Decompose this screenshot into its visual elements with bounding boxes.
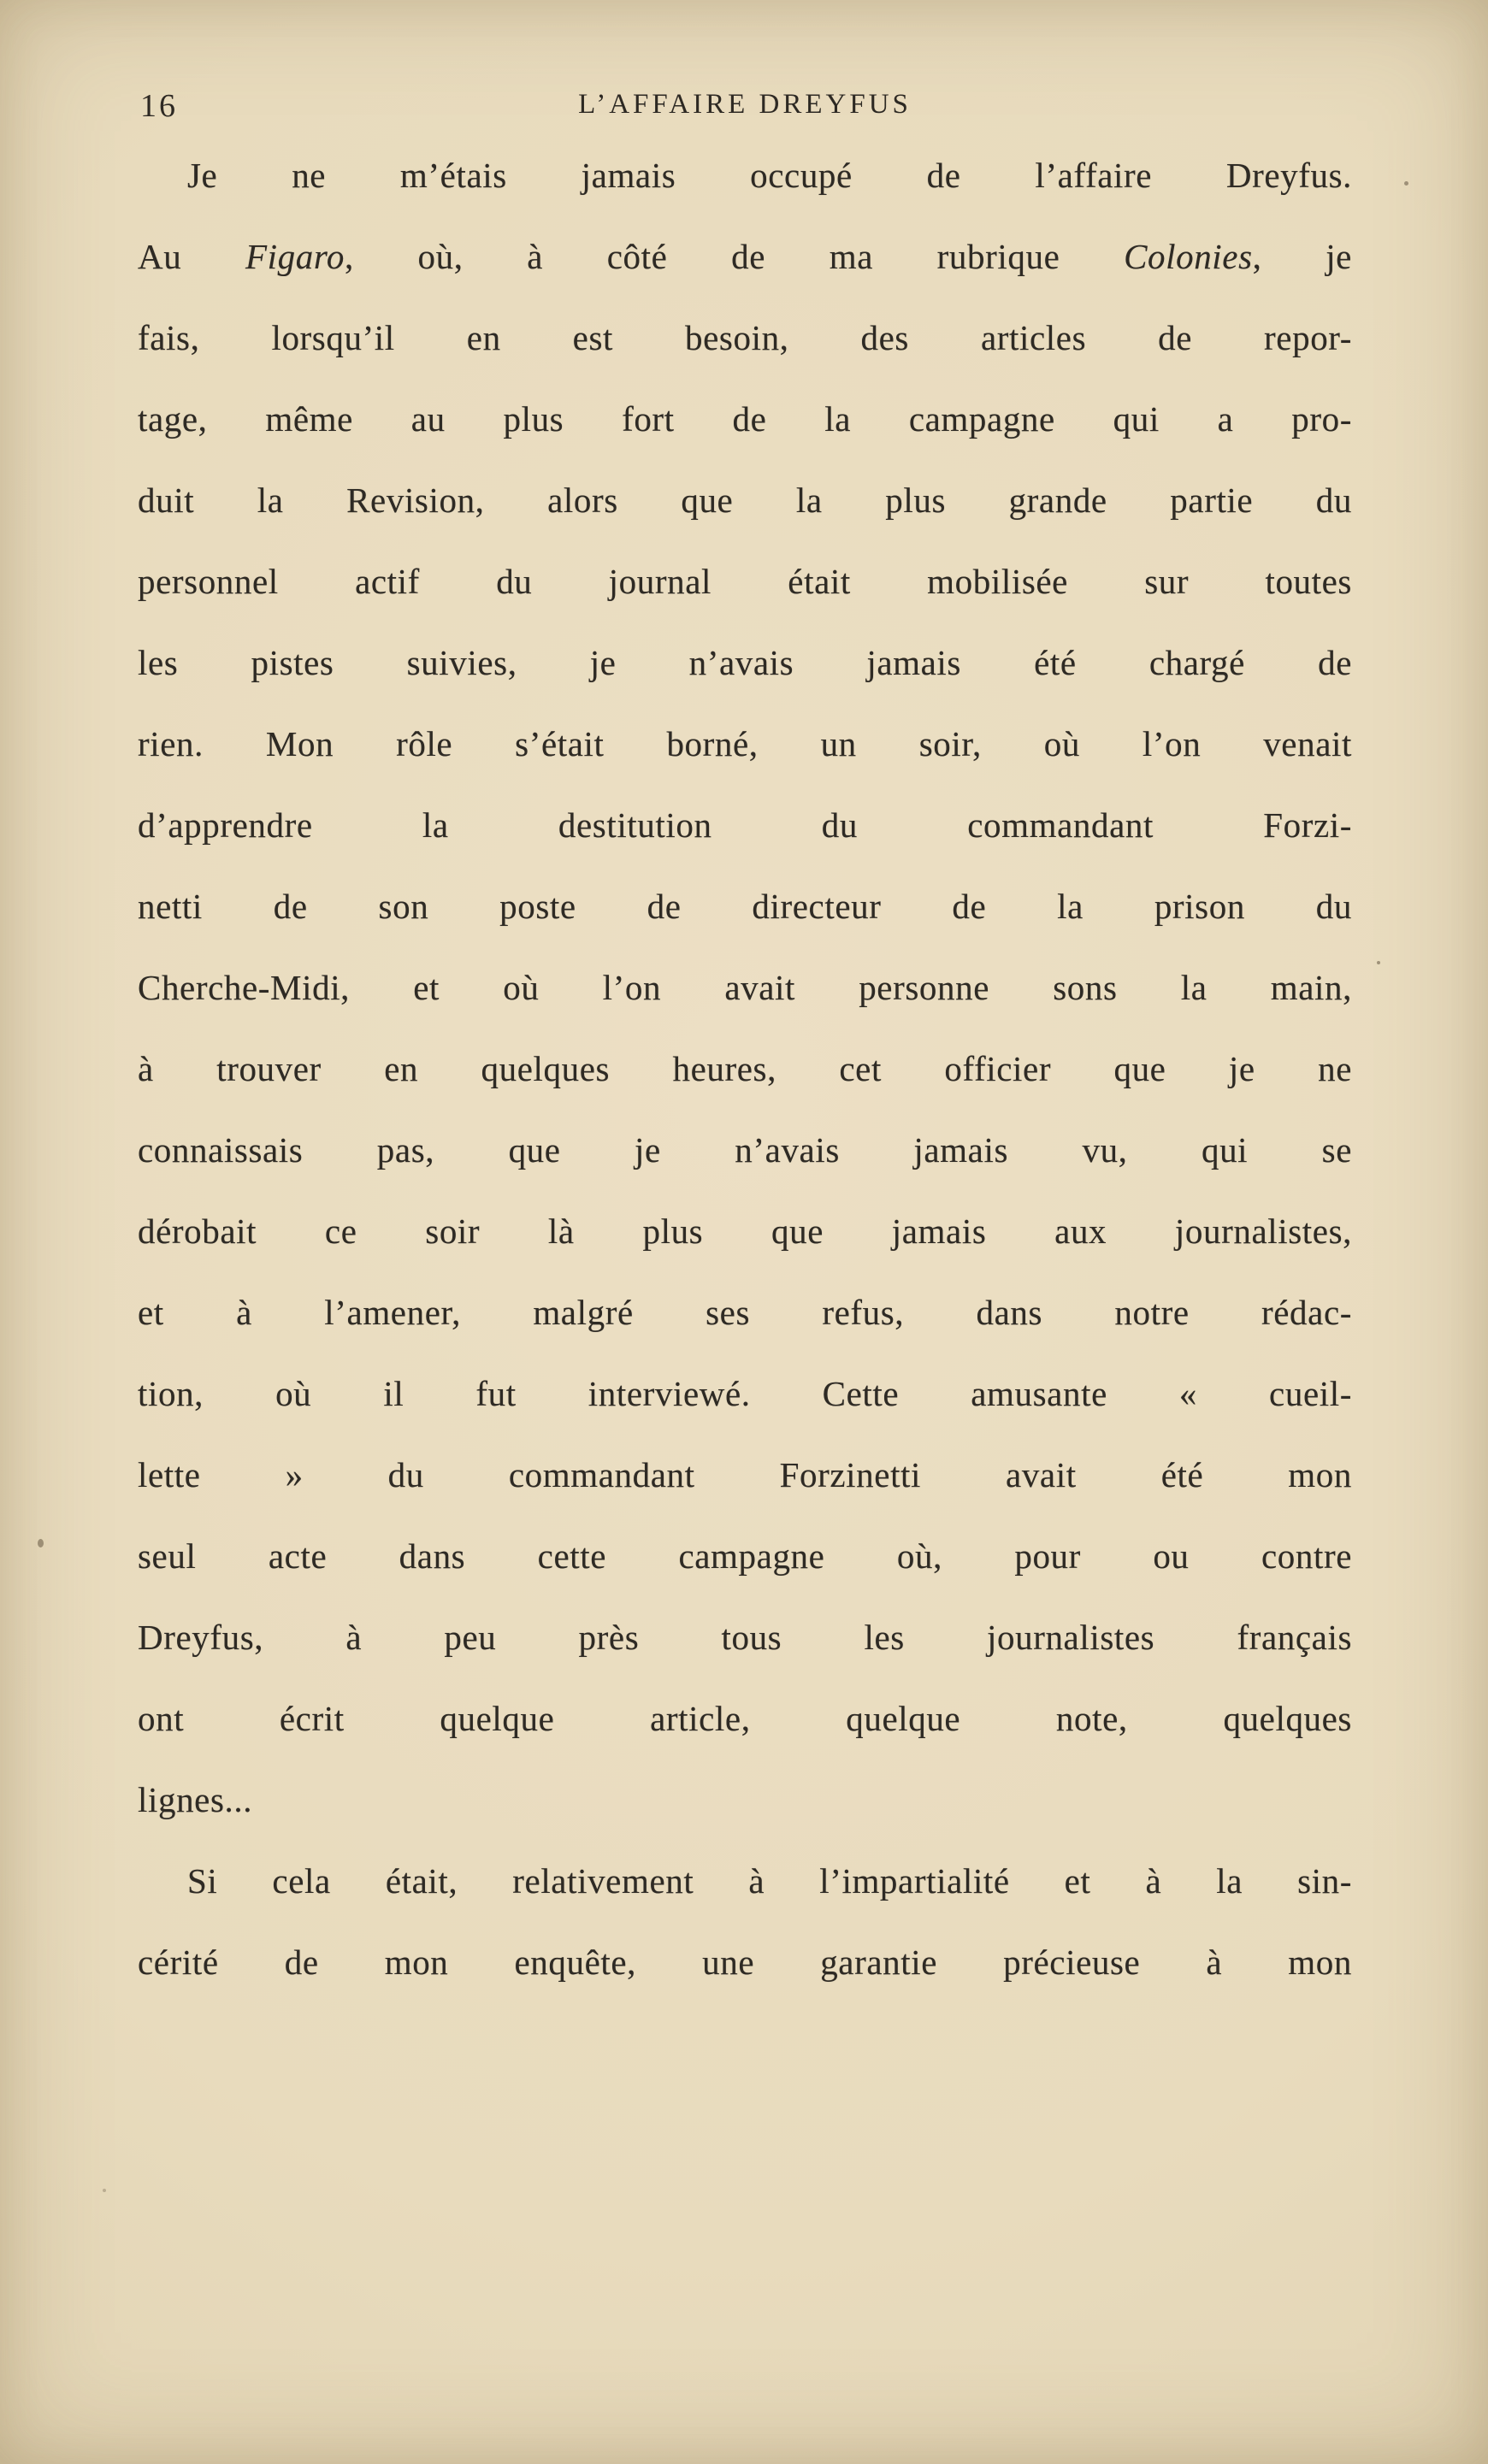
text-line [138, 379, 1352, 460]
text-segment: , où, à côté de ma rubrique [344, 237, 1125, 276]
text-segment: duit la Revision, alors que la plus grande partie du [138, 480, 1352, 520]
text-segment: tage, même au plus fort de la campagne qui a pro- [138, 399, 1352, 439]
running-title: L’AFFAIRE DREYFUS [578, 89, 912, 120]
scan-speck [1404, 181, 1408, 186]
text-line [138, 1110, 1352, 1191]
text-segment: connaissais pas, que je n’avais jamais vu, qui se [138, 1130, 1352, 1170]
text-line [138, 704, 1352, 785]
text-segment: lignes... [138, 1780, 253, 1819]
italic-text: Figaro [245, 237, 345, 276]
text-segment: seul acte dans cette campagne où, pour ou contre [138, 1536, 1352, 1576]
text-segment: Cherche-Midi, et où l’on avait personne sons la main, [138, 968, 1352, 1007]
text-line [138, 135, 1352, 216]
text-segment: Je ne m’étais jamais occupé de l’affaire Dreyfus. [187, 156, 1352, 195]
text-segment: tion, où il fut interviewé. Cette amusante « cueil- [138, 1374, 1352, 1413]
text-line [138, 1272, 1352, 1353]
text-line [138, 460, 1352, 541]
text-line [138, 622, 1352, 704]
page-header [139, 84, 1351, 132]
text-line [138, 947, 1352, 1029]
scan-speck [1377, 961, 1380, 964]
italic-text: Colonies [1124, 237, 1253, 276]
page-number: 16 [140, 88, 178, 124]
scan-speck [103, 2189, 106, 2192]
text-segment: personnel actif du journal était mobilisée sur toutes [138, 562, 1352, 601]
text-segment: à trouver en quelques heures, cet officier que je ne [138, 1049, 1352, 1088]
text-line [138, 1516, 1352, 1597]
text-line [138, 785, 1352, 866]
text-line [138, 1353, 1352, 1435]
text-segment: Si cela était, relativement à l’impartialité et à la sin- [187, 1861, 1352, 1901]
text-line [138, 1841, 1352, 1922]
text-line [138, 1760, 1352, 1841]
text-segment: dérobait ce soir là plus que jamais aux journalistes, [138, 1211, 1352, 1251]
text-segment: lette » du commandant Forzinetti avait été mon [138, 1455, 1352, 1494]
text-segment: et à l’amener, malgré ses refus, dans notre rédac- [138, 1293, 1352, 1332]
text-line [138, 1191, 1352, 1272]
page-body [138, 135, 1352, 2003]
text-line [138, 298, 1352, 379]
text-segment: rien. Mon rôle s’était borné, un soir, où l’on venait [138, 724, 1352, 763]
text-line [138, 541, 1352, 622]
text-line [138, 216, 1352, 298]
text-segment: d’apprendre la destitution du commandant Forzi- [138, 805, 1352, 845]
text-segment: Dreyfus, à peu près tous les journalistes français [138, 1618, 1352, 1657]
text-segment: Au [138, 237, 245, 276]
text-segment: cérité de mon enquête, une garantie précieuse à mon [138, 1942, 1352, 1982]
text-line [138, 1435, 1352, 1516]
text-segment: ont écrit quelque article, quelque note, quelques [138, 1699, 1352, 1738]
text-line [138, 866, 1352, 947]
text-segment: les pistes suivies, je n’avais jamais été chargé de [138, 643, 1352, 682]
text-segment: netti de son poste de directeur de la prison du [138, 887, 1352, 926]
text-line [138, 1029, 1352, 1110]
text-line [138, 1922, 1352, 2003]
text-segment: fais, lorsqu’il en est besoin, des articles de repor- [138, 318, 1352, 357]
text-line [138, 1678, 1352, 1760]
text-line [138, 1597, 1352, 1678]
scan-speck [38, 1539, 44, 1547]
text-segment: , je [1252, 237, 1352, 276]
